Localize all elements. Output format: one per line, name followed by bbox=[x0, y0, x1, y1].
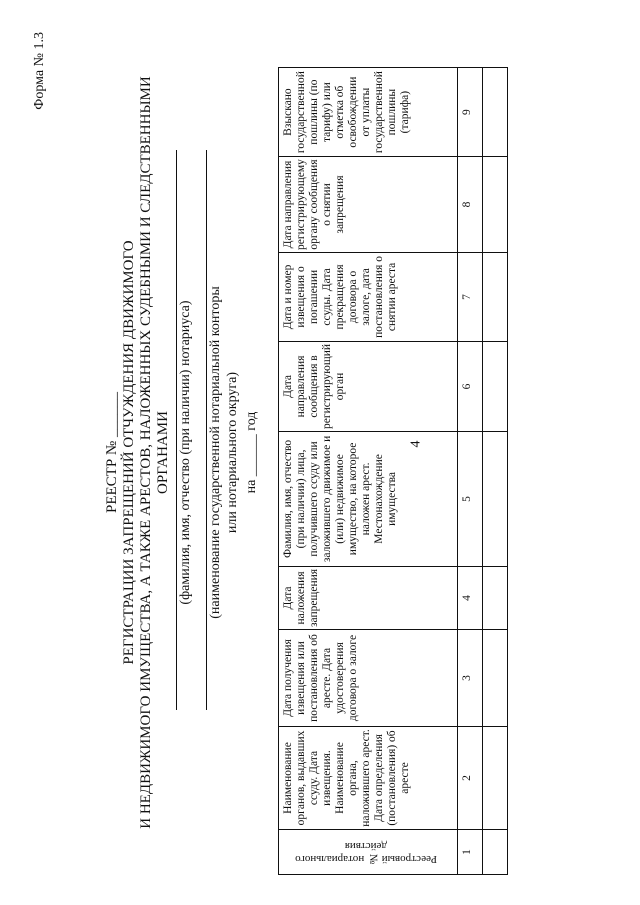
blank-cell bbox=[483, 157, 508, 253]
header-cell: Дата и номер извещения о погашении ссуды. Дата прекращения договора о залоге, дата постановления о снятии ареста bbox=[279, 252, 458, 341]
blank-cell bbox=[483, 830, 508, 875]
title-line-1: РЕЕСТР № ______ bbox=[104, 392, 120, 513]
title-line-2: РЕГИСТРАЦИИ ЗАПРЕЩЕНИЙ ОТЧУЖДЕНИЯ ДВИЖИМОГО bbox=[121, 240, 137, 665]
number-cell: 8 bbox=[458, 157, 483, 253]
number-cell: 4 bbox=[458, 566, 483, 629]
table-blank-row bbox=[483, 68, 508, 875]
header-cell: Дата направления сообщения в регистрирующий орган bbox=[279, 341, 458, 431]
header-cell: Реестровый № нотариального действия bbox=[279, 830, 458, 875]
blank-cell bbox=[483, 68, 508, 157]
number-cell: 6 bbox=[458, 341, 483, 431]
blank-cell bbox=[483, 341, 508, 431]
table-header-row bbox=[279, 68, 458, 875]
title-line-4: ОРГАНАМИ bbox=[155, 411, 171, 494]
blank-cell bbox=[483, 566, 508, 629]
blank-cell bbox=[483, 727, 508, 830]
blank-cell bbox=[483, 252, 508, 341]
notary-caption: (фамилия, имя, отчество (при наличии) нотариуса) bbox=[178, 300, 193, 605]
number-cell: 3 bbox=[458, 630, 483, 727]
header-cell: Дата получения извещения или постановления об аресте. Дата удостоверения договора о залоге bbox=[279, 630, 458, 727]
register-table bbox=[278, 67, 508, 875]
office-line bbox=[206, 150, 207, 710]
header-cell: Наименование органов, выдавших ссуду. Дата извещения. Наименование органа, наложившего арест. Дата определения (постановления) об аресте bbox=[279, 727, 458, 830]
year-line: на ______ год bbox=[244, 411, 259, 494]
header-cell: Фамилия, имя, отчество (при наличии) лица, получившего ссуду или заложившего движимое и (или) недвижимое имущество, на которое наложен арест. Местонахождение имущества bbox=[279, 431, 458, 566]
number-cell: 2 bbox=[458, 727, 483, 830]
register-title bbox=[104, 0, 172, 905]
table-number-row bbox=[458, 68, 483, 875]
number-cell: 7 bbox=[458, 252, 483, 341]
header-cell: Взыскано государственной пошлины (по тарифу) или отметка об освобождении от уплаты государственной пошлины (тарифа) bbox=[279, 68, 458, 157]
blank-cell bbox=[483, 431, 508, 566]
number-cell: 1 bbox=[458, 830, 483, 875]
office-caption-1: (наименование государственной нотариальной конторы bbox=[208, 286, 223, 619]
number-cell: 5 bbox=[458, 431, 483, 566]
header-cell: Дата направления регистрирующему органу сообщения о снятии запрещения bbox=[279, 157, 458, 253]
notary-line bbox=[176, 150, 177, 710]
form-label: Форма № 1.3 bbox=[32, 32, 47, 110]
blank-cell bbox=[483, 630, 508, 727]
title-line-3: И НЕДВИЖИМОГО ИМУЩЕСТВА, А ТАКЖЕ АРЕСТОВ, НАЛОЖЕННЫХ СУДЕБНЫМИ И СЛЕДСТВЕННЫМИ bbox=[138, 76, 154, 829]
office-caption-2: или нотариального округа) bbox=[225, 371, 240, 534]
page-number: 4 bbox=[408, 440, 424, 448]
header-cell: Дата наложения запрещения bbox=[279, 566, 458, 629]
number-cell: 9 bbox=[458, 68, 483, 157]
